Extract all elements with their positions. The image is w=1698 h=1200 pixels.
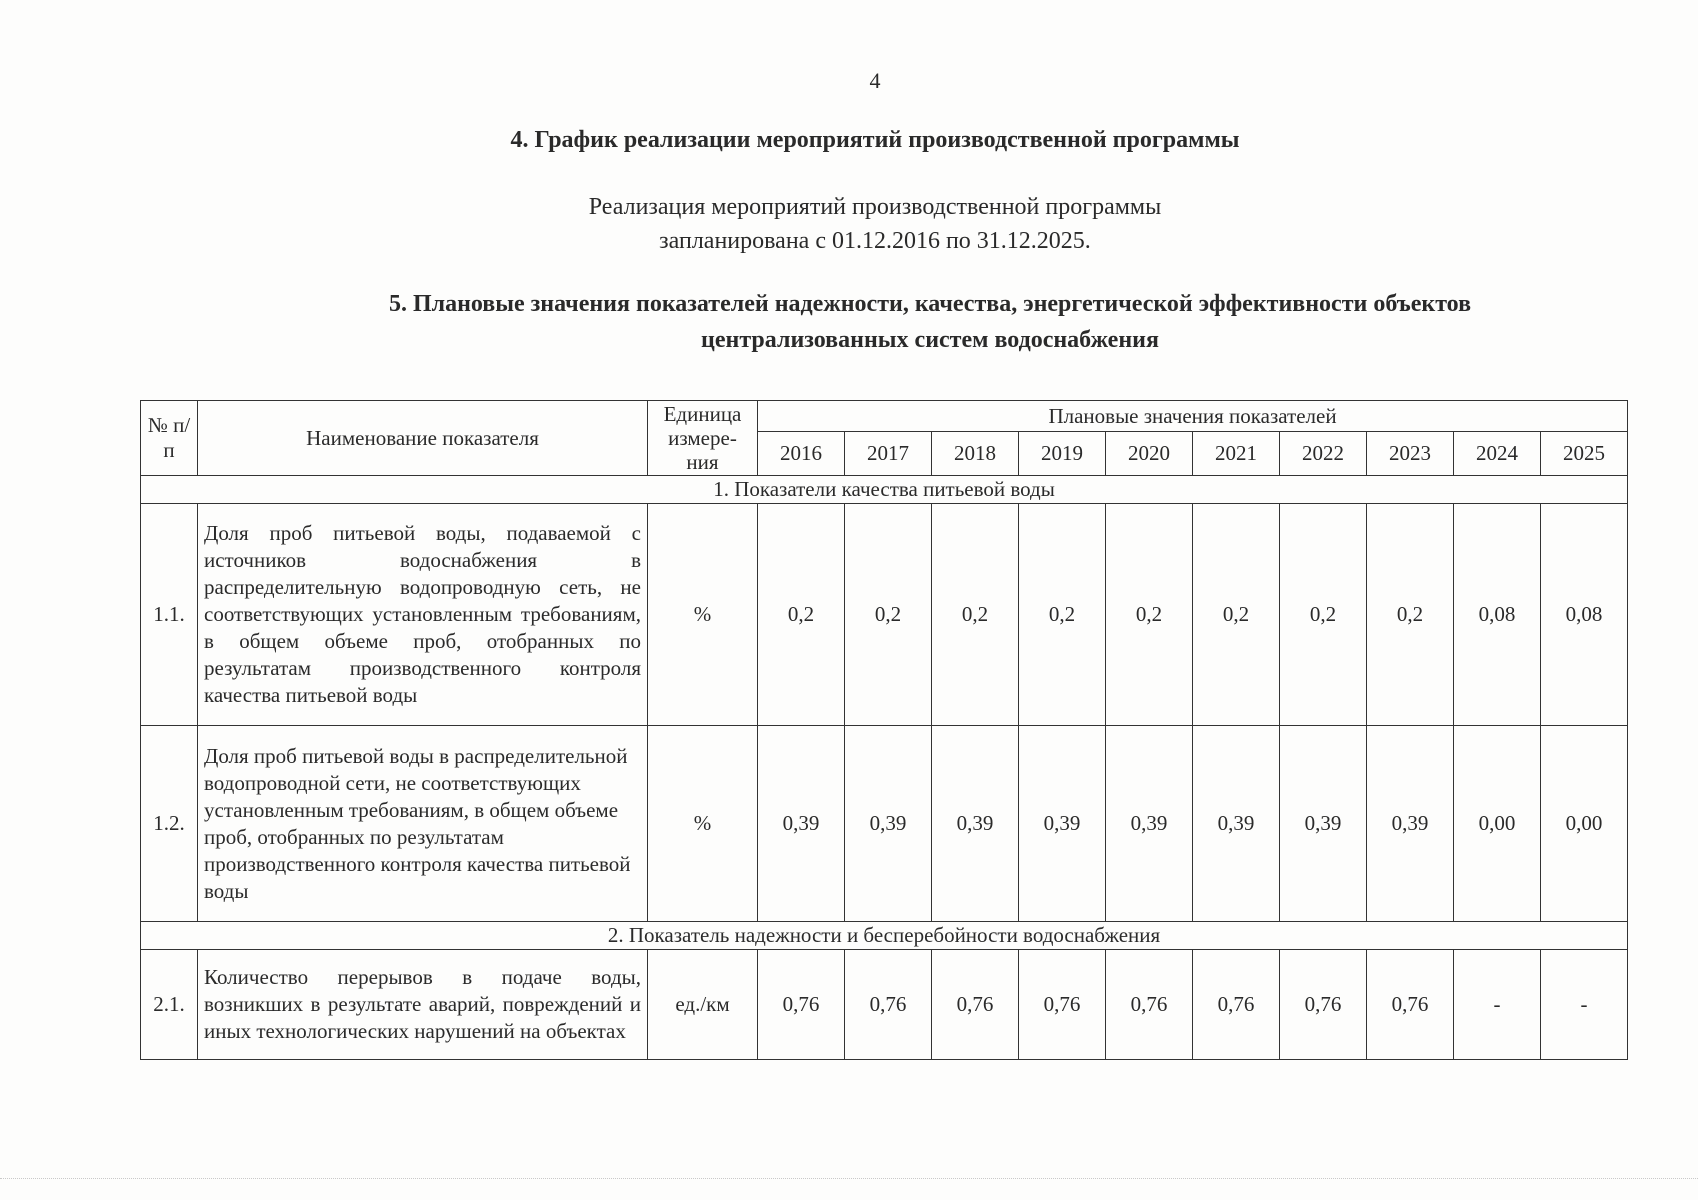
row-name: Количество перерывов в подаче воды, возникших в результате аварий, повреждений и иных технологических нарушений на объектах xyxy=(198,950,648,1060)
row-value: 0,39 xyxy=(932,726,1019,922)
row-value: 0,2 xyxy=(1193,504,1280,726)
row-value: 0,76 xyxy=(1193,950,1280,1060)
header-year: 2025 xyxy=(1541,432,1628,476)
row-value: 0,39 xyxy=(1106,726,1193,922)
header-year: 2024 xyxy=(1454,432,1541,476)
row-value: 0,08 xyxy=(1541,504,1628,726)
subtitle-line-1: Реализация мероприятий производственной программы xyxy=(588,194,1162,220)
header-year: 2020 xyxy=(1106,432,1193,476)
table-header-row-1 xyxy=(141,401,1628,432)
row-value: 0,76 xyxy=(1280,950,1367,1060)
header-year: 2023 xyxy=(1367,432,1454,476)
row-unit: % xyxy=(648,726,758,922)
header-unit: Единица измере-ния xyxy=(648,401,758,476)
header-year: 2019 xyxy=(1019,432,1106,476)
row-value: 0,76 xyxy=(845,950,932,1060)
header-year: 2018 xyxy=(932,432,1019,476)
implementation-period-text xyxy=(0,190,1698,258)
row-value: 0,2 xyxy=(1106,504,1193,726)
row-num: 1.1. xyxy=(141,504,198,726)
row-value: 0,2 xyxy=(758,504,845,726)
table-row xyxy=(141,950,1628,1060)
row-value: 0,08 xyxy=(1454,504,1541,726)
header-year: 2017 xyxy=(845,432,932,476)
row-value: 0,39 xyxy=(1280,726,1367,922)
page-number: 4 xyxy=(869,68,881,93)
table-row xyxy=(141,504,1628,726)
row-value: 0,39 xyxy=(1019,726,1106,922)
row-value: 0,2 xyxy=(1280,504,1367,726)
row-value: 0,76 xyxy=(932,950,1019,1060)
heading5-line-1: 5. Плановые значения показателей надежности, качества, энергетической эффективности объектов xyxy=(388,291,1472,317)
row-name: Доля проб питьевой воды, подаваемой с источников водоснабжения в распределительную водопроводную сеть, не соответствующих установленным требованиям, в общем объеме проб, отобранных по результатам производственного контроля качества питьевой воды xyxy=(198,504,648,726)
indicators-table xyxy=(140,400,1628,1060)
row-value: 0,2 xyxy=(1367,504,1454,726)
row-unit: % xyxy=(648,504,758,726)
header-year: 2021 xyxy=(1193,432,1280,476)
row-num: 1.2. xyxy=(141,726,198,922)
section-row-2 xyxy=(141,922,1628,950)
header-name: Наименование показателя xyxy=(198,401,648,476)
row-value: 0,76 xyxy=(758,950,845,1060)
section-title: 2. Показатель надежности и бесперебойности водоснабжения xyxy=(141,922,1628,950)
header-num: № п/п xyxy=(141,401,198,476)
row-value: 0,00 xyxy=(1454,726,1541,922)
section-4-heading: 4. График реализации мероприятий производственной программы xyxy=(510,127,1240,153)
row-value: - xyxy=(1454,950,1541,1060)
scan-edge-line xyxy=(0,1178,1698,1183)
row-value: 0,76 xyxy=(1019,950,1106,1060)
row-num: 2.1. xyxy=(141,950,198,1060)
row-value: 0,39 xyxy=(845,726,932,922)
row-name: Доля проб питьевой воды в распределительной водопроводной сети, не соответствующих установленным требованиям, в общем объеме проб, отобранных по результатам производственного контроля качества питьевой воды xyxy=(198,726,648,922)
row-value: 0,2 xyxy=(845,504,932,726)
row-value: 0,76 xyxy=(1367,950,1454,1060)
header-year: 2022 xyxy=(1280,432,1367,476)
row-value: 0,39 xyxy=(1193,726,1280,922)
header-year: 2016 xyxy=(758,432,845,476)
row-value: 0,39 xyxy=(1367,726,1454,922)
row-unit: ед./км xyxy=(648,950,758,1060)
row-value: 0,00 xyxy=(1541,726,1628,922)
heading5-line-2: централизованных систем водоснабжения xyxy=(701,327,1159,353)
table-row xyxy=(141,726,1628,922)
row-value: 0,76 xyxy=(1106,950,1193,1060)
row-value: 0,2 xyxy=(1019,504,1106,726)
row-value: 0,2 xyxy=(932,504,1019,726)
header-plan-values: Плановые значения показателей xyxy=(758,401,1628,432)
section-5-heading xyxy=(250,286,1610,358)
section-title: 1. Показатели качества питьевой воды xyxy=(141,476,1628,504)
section-row-1 xyxy=(141,476,1628,504)
row-value: - xyxy=(1541,950,1628,1060)
row-value: 0,39 xyxy=(758,726,845,922)
subtitle-line-2: запланирована с 01.12.2016 по 31.12.2025. xyxy=(659,228,1091,254)
